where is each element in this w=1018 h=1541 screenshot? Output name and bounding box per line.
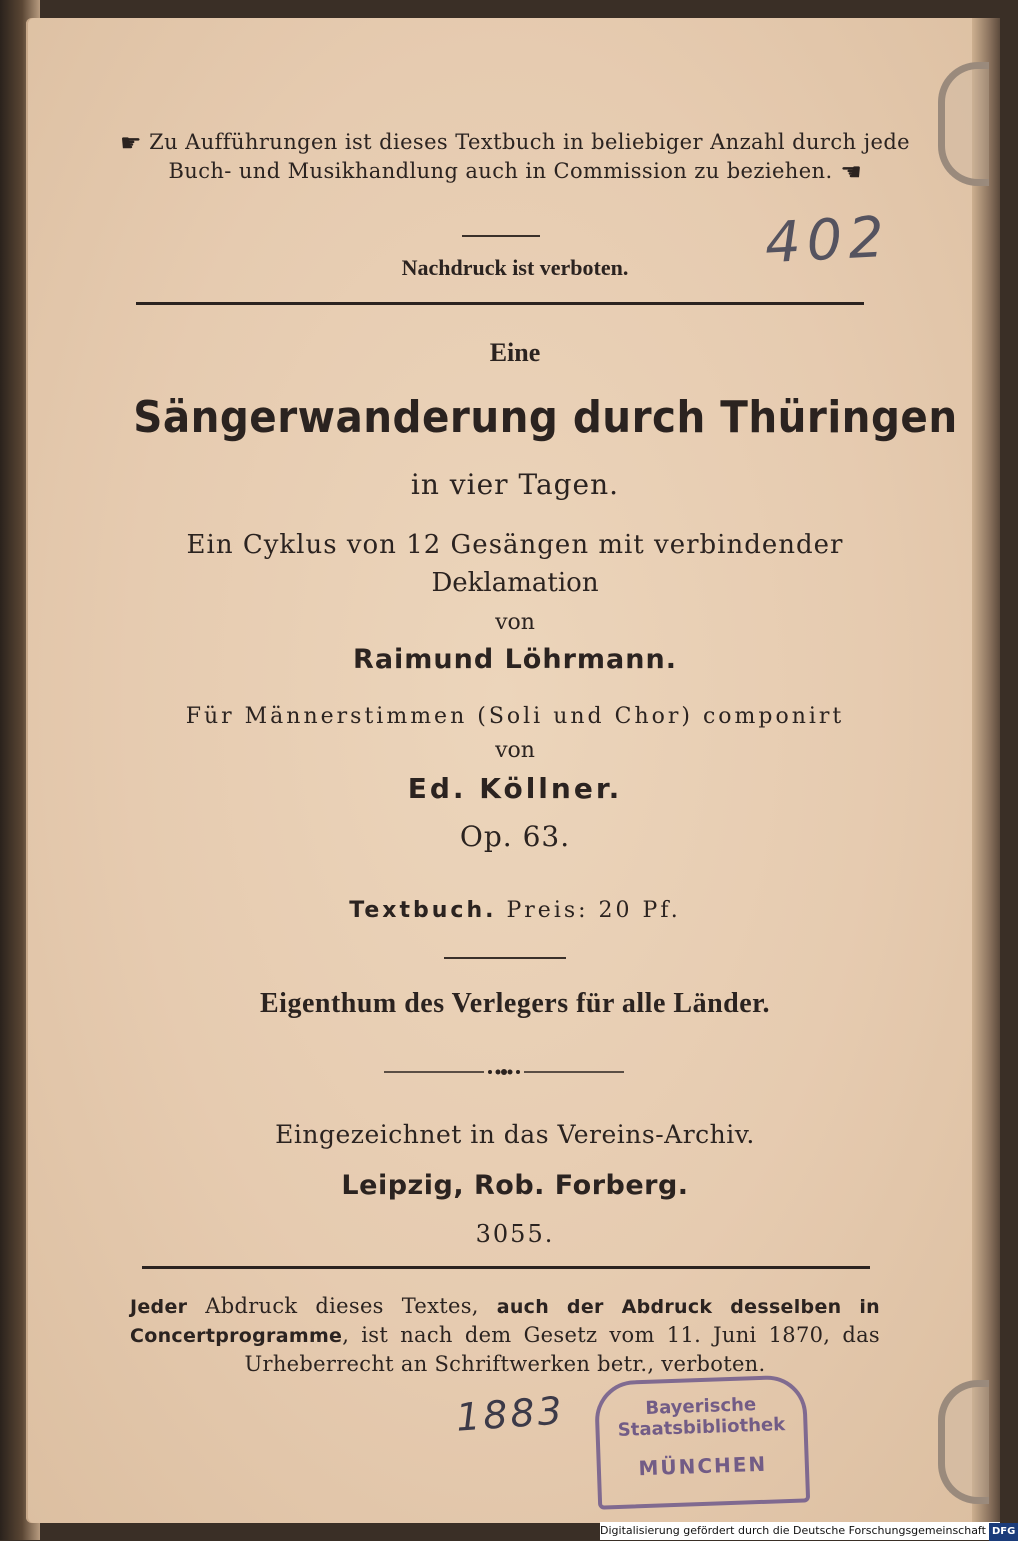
credit-text: Digitalisierung gefördert durch die Deutsche Forschungsgemeinschaft (600, 1524, 986, 1537)
author-von: von (495, 610, 535, 635)
cycle-description-cont: Deklamation (431, 568, 599, 598)
legal-text: , ist nach dem Gesetz vom 11. Juni 1870, das Urheberrecht an Schriftwerken betr., verboten. (244, 1323, 880, 1376)
year-handwritten: 1883 (454, 1388, 567, 1440)
opus-number: Op. 63. (459, 820, 571, 853)
title-subtitle: in vier Tagen. (410, 468, 620, 501)
composition-note: Für Männerstimmen (Soli und Chor) componirt (185, 704, 845, 729)
title-pre: Eine (489, 338, 541, 367)
stamp-line: Bayerische (645, 1394, 757, 1419)
cycle-description: Ein Cyklus von 12 Gesängen mit verbindender (186, 530, 844, 560)
legal-bold: Jeder (130, 1296, 188, 1318)
divider (444, 957, 566, 959)
notice-text: Zu Aufführungen ist dieses Textbuch in beliebiger Anzahl durch jede Buch- und Musikhandlung auch in Commission zu beziehen. (149, 130, 911, 183)
legal-bold: auch der Abdruck desselben in Concertprogramme (130, 1296, 880, 1347)
composer-von: von (495, 738, 535, 763)
composer-name: Ed. Köllner. (407, 772, 623, 805)
divider (136, 302, 864, 305)
page-title: Sängerwanderung durch Thüringen (133, 392, 958, 443)
author-name: Raimund Löhrmann. (353, 644, 677, 675)
page-edge (972, 18, 1000, 1523)
stamp-line: MÜNCHEN (638, 1451, 768, 1481)
legal-text: Abdruck dieses Textes, (187, 1294, 497, 1318)
shelf-number-handwritten: 402 (763, 204, 892, 277)
pointing-hand-icon: ☛ (839, 158, 862, 186)
copyright-notice (130, 1292, 880, 1378)
price-value: Preis: 20 Pf. (506, 898, 681, 923)
distribution-notice (120, 128, 910, 186)
divider (462, 235, 540, 237)
publisher-name: Leipzig, Rob. Forberg. (341, 1170, 689, 1201)
dfg-logo: DFG (989, 1523, 1018, 1541)
binding-clip-bottom (938, 1380, 989, 1504)
library-stamp (594, 1374, 810, 1509)
rights-notice: Eigenthum des Verlegers für alle Länder. (259, 988, 770, 1019)
ornament-divider (384, 1066, 624, 1078)
price-label: Textbuch. (349, 898, 497, 923)
binding-clip-top (938, 62, 989, 186)
pointing-hand-icon: ☛ (120, 129, 142, 157)
plate-number: 3055. (475, 1220, 555, 1248)
digitization-credit (600, 1522, 1016, 1540)
divider (142, 1266, 870, 1269)
registration-note: Eingezeichnet in das Vereins-Archiv. (275, 1120, 755, 1149)
stamp-line: Staatsbibliothek (617, 1414, 786, 1441)
reprint-notice: Nachdruck ist verboten. (401, 255, 629, 280)
price-line (100, 898, 930, 923)
